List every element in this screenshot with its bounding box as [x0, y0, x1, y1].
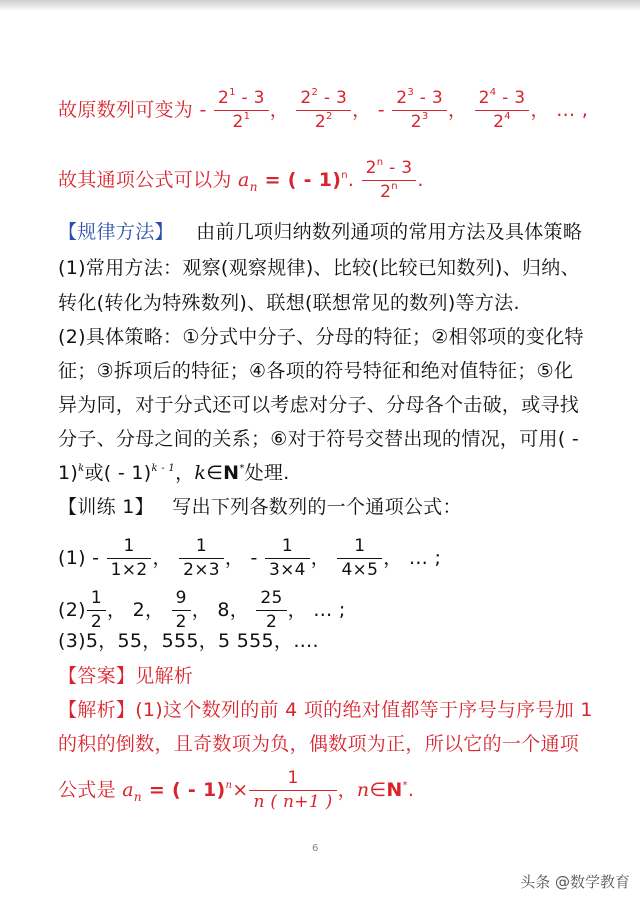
- analysis-line-2: 的积的倒数，且奇数项为负，偶数项为正，所以它的一个通项: [58, 733, 580, 755]
- answer-tag: 【答案】: [58, 665, 136, 687]
- problem-1: (1) - $\frac{1}{1\times 2}$ ， $\frac{1}{2\times 3}$ ， - $\frac{1}{3\times 4}$ ， $\frac{1}{4\times 5}$ ， … ;: [58, 536, 442, 580]
- method-heading: [58, 219, 582, 245]
- p1-term-2: $\frac{1}{2\times 3}$: [181, 538, 222, 579]
- page-number: 6: [312, 843, 319, 854]
- method-line-1: (1)常用方法：观察(观察规律)、比较(比较已知数列)、归纳、: [58, 257, 580, 279]
- method-line-2: 转化(转化为特殊数列)、联想(联想常见的数列)等方法.: [58, 292, 520, 314]
- formula-prefix: 故其通项公式可以为: [58, 169, 232, 191]
- method-tag: 【规律方法】: [58, 221, 174, 243]
- general-formula-line: 故其通项公式可以为 $a_n$ = ( - 1)$^n$. $\frac{2^n - 3}{2^n}$ .: [58, 157, 424, 202]
- training-tag: 【训练 1】: [58, 496, 154, 518]
- p1-term-3: $\frac{1}{3\times 4}$: [267, 538, 308, 579]
- analysis-tag: 【解析】: [58, 699, 136, 721]
- term-2-fraction: $\frac{2^2 - 3}{2^2}$: [298, 90, 349, 131]
- p1-term-1: $\frac{1}{1\times 2}$: [109, 538, 150, 579]
- term-4-fraction: $\frac{2^4 - 3}{2^4}$: [477, 90, 528, 131]
- method-line-4: 征；③拆项后的特征；④各项的符号特征和绝对值特征；⑤化: [58, 360, 574, 382]
- p2-fraction-1: $\frac{1}{2}$: [89, 590, 104, 631]
- formula-fraction: $\frac{2^n - 3}{2^n}$: [364, 160, 415, 201]
- training-title: 写出下列各数列的一个通项公式：: [172, 496, 462, 518]
- p2-fraction-2: $\frac{9}{2}$: [174, 590, 189, 631]
- p2-fraction-3: $\frac{25}{2}$: [258, 590, 284, 631]
- method-line-7: 1)$^k$或( - 1)$^{k - 1}$，k∈N*处理.: [58, 462, 290, 484]
- watermark: 头条 @数学教育: [520, 873, 630, 891]
- method-line-5: 异为同，对于分式还可以考虑对分子、分母各个击破，或寻找: [58, 394, 580, 416]
- problem-3: (3)5，55，555，5 555，….: [58, 630, 319, 652]
- method-line-3: (2)具体策略：①分式中分子、分母的特征；②相邻项的变化特: [58, 326, 584, 348]
- term-1-fraction: $\frac{2^1 - 3}{2^1}$: [216, 90, 267, 131]
- analysis-fraction: $\frac{1}{n ( n+1 )}$: [251, 770, 334, 811]
- term-3-fraction: $\frac{2^3 - 3}{2^3}$: [394, 90, 445, 131]
- method-title: 由前几项归纳数列通项的常用方法及具体策略: [196, 221, 583, 243]
- answer-line: [58, 663, 193, 689]
- training-heading: [58, 494, 462, 520]
- sequence-transform-line: 故原数列可变为 - $\frac{2^1 - 3}{2^1}$ ， $\frac{2^2 - 3}{2^2}$ ， - $\frac{2^3 - 3}{2^3}$ ， $\frac{2^4 - 3}{2^4}$ ， … ,: [58, 87, 589, 132]
- problem-2: (2) $\frac{1}{2}$ ， 2， $\frac{9}{2}$ ， 8， $\frac{25}{2}$ ， … ;: [58, 588, 346, 632]
- p1-term-4: $\frac{1}{4\times 5}$: [339, 538, 380, 579]
- analysis-line-1: 【解析】(1)这个数列的前 4 项的绝对值都等于序号与序号加 1: [58, 699, 593, 721]
- analysis-formula-line: 公式是 $a_n$ = ( - 1)$^n$× $\frac{1}{n ( n+1 )}$ ，n∈N*.: [58, 768, 415, 812]
- top-frame-shadow: [0, 0, 640, 10]
- transform-prefix: 故原数列可变为: [58, 99, 194, 121]
- answer-text: 见解析: [135, 665, 194, 687]
- method-line-6: 分子、分母之间的关系；⑥对于符号交替出现的情况，可用( -: [58, 428, 580, 450]
